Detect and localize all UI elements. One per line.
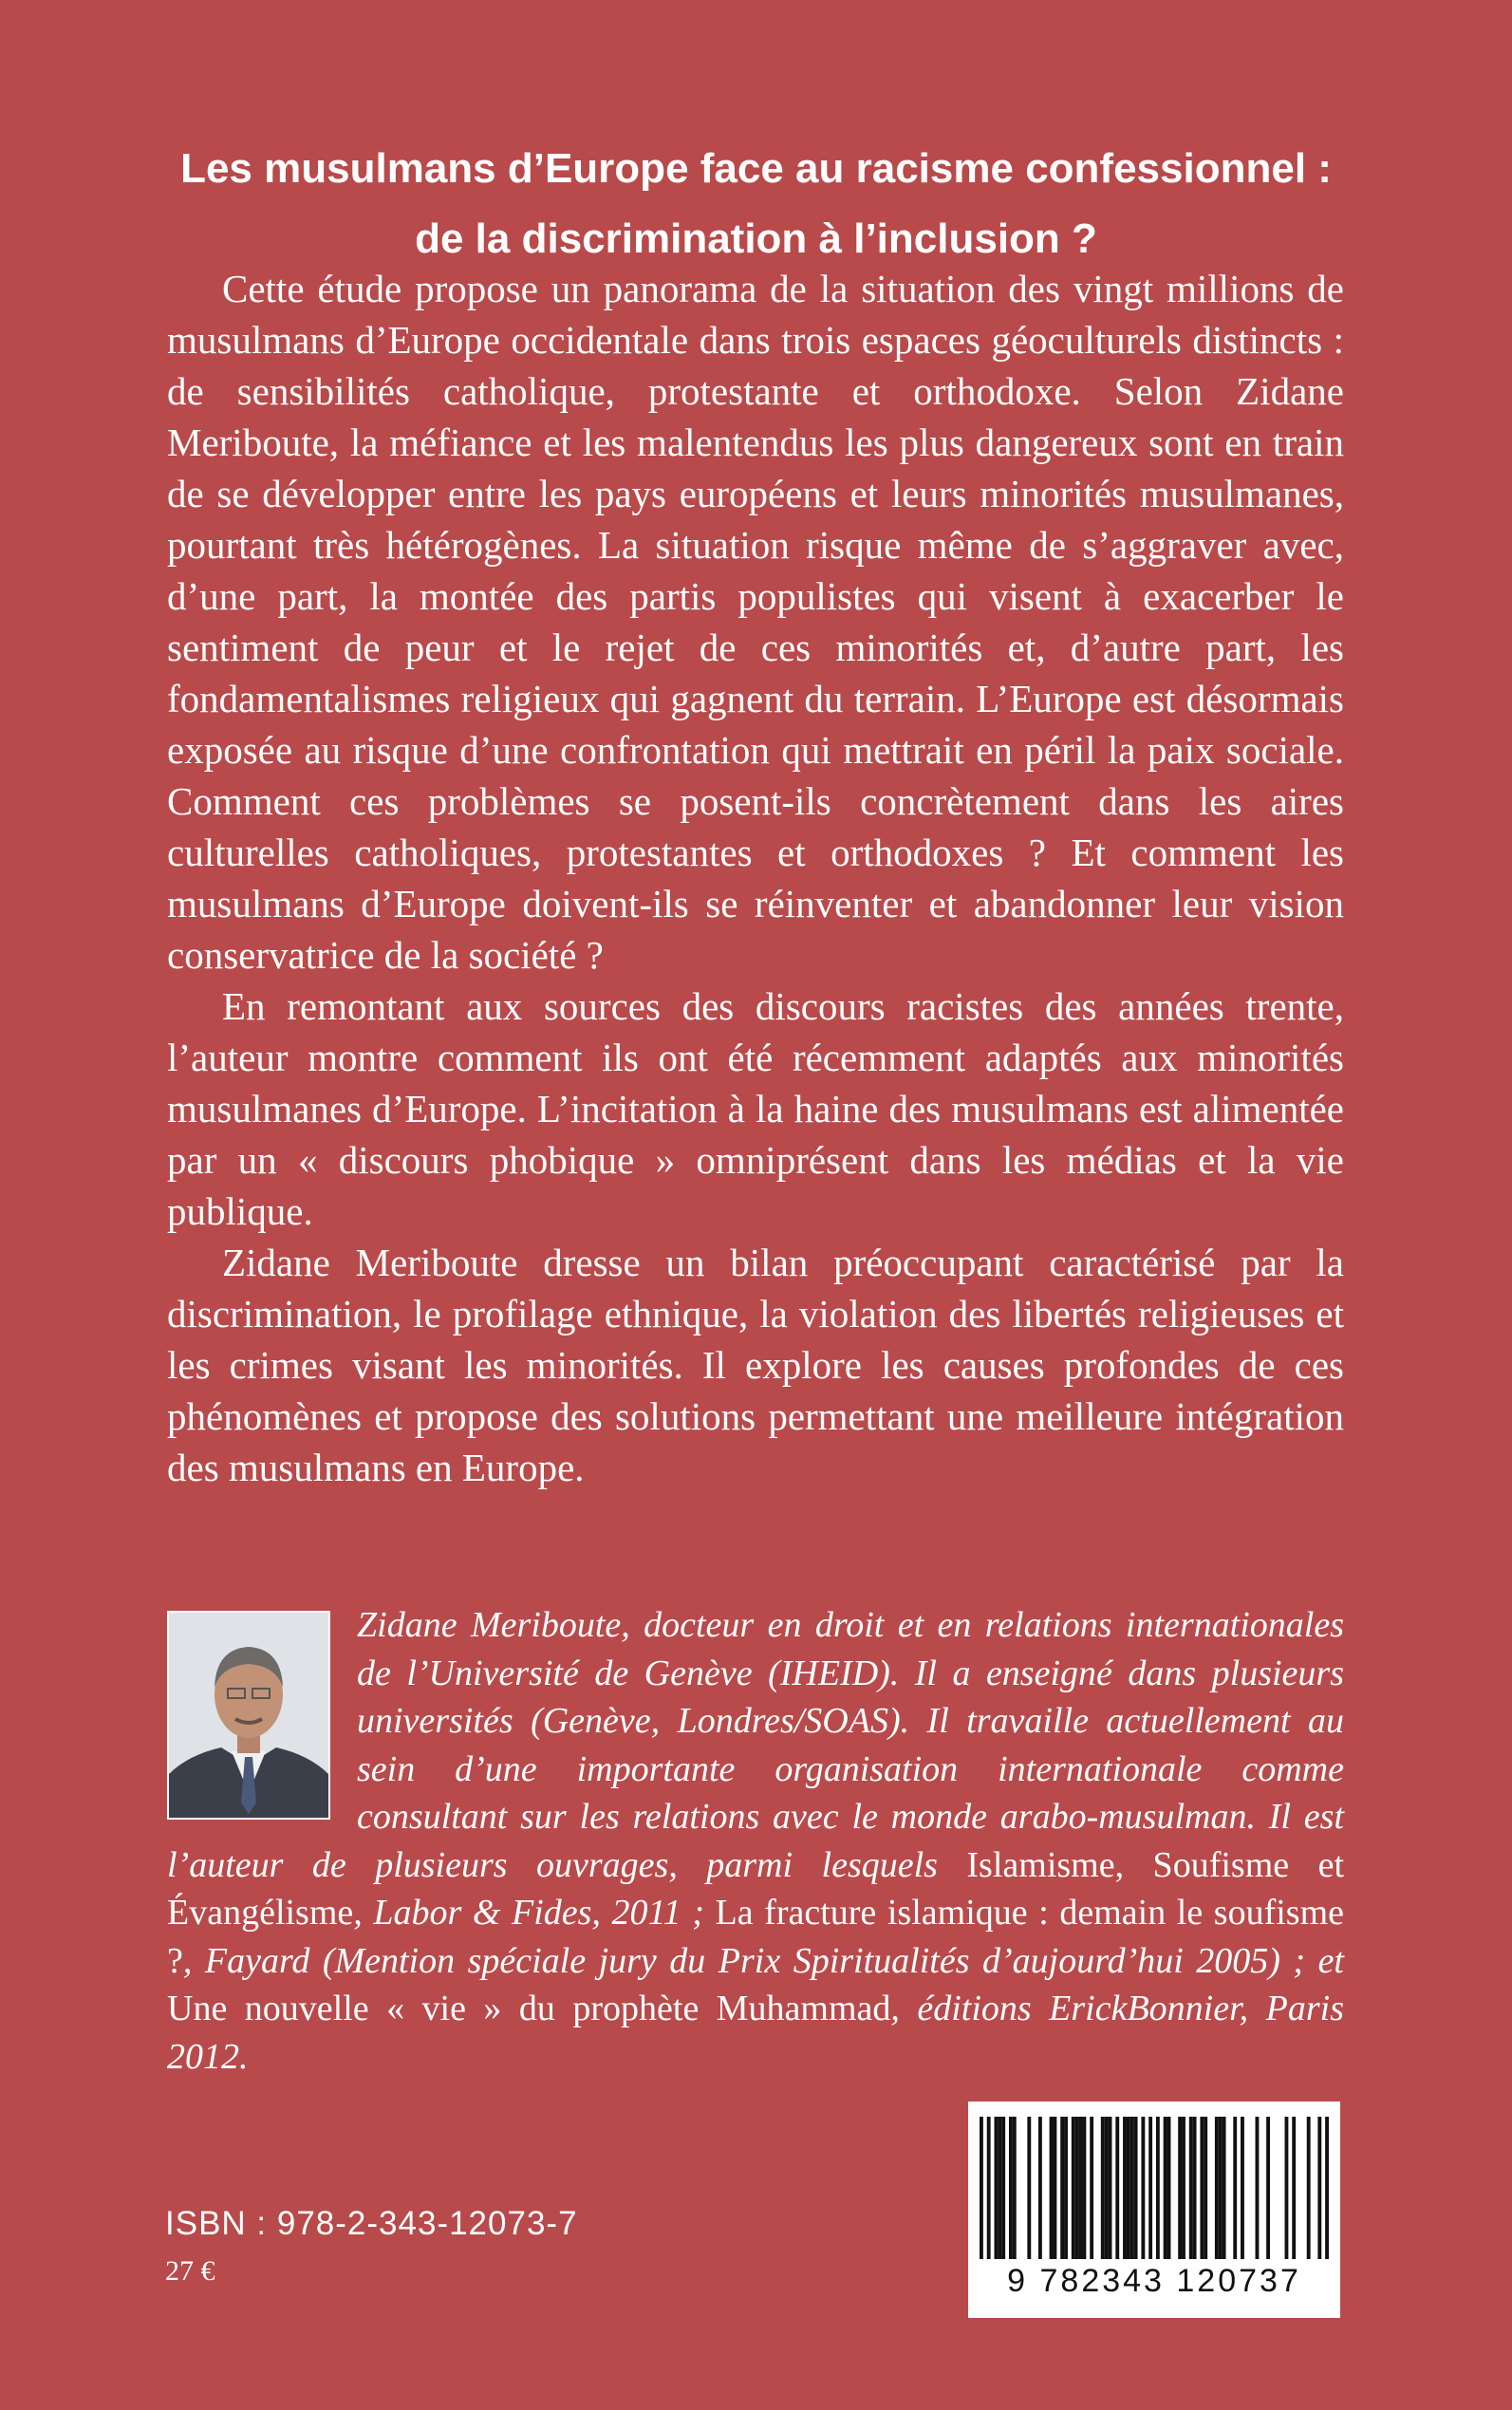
barcode-bar <box>1317 2117 1321 2259</box>
isbn-label: ISBN : 978-2-343-12073-7 <box>165 2205 578 2242</box>
barcode-bar <box>1009 2117 1013 2259</box>
barcode-bar <box>1233 2117 1237 2259</box>
barcode-bar <box>1223 2117 1226 2259</box>
barcode-bar <box>1053 2117 1056 2259</box>
barcode-bar <box>1072 2117 1075 2259</box>
blurb <box>167 263 1344 1493</box>
book-title <box>95 134 1417 274</box>
barcode-bar <box>1013 2117 1017 2259</box>
bio-publisher-3: , éditions ErickBonnier, Paris 2012. <box>167 1989 1344 2077</box>
barcode-bar <box>1156 2117 1160 2259</box>
bio-book-2: La fracture islamique : demain le soufisme ? <box>167 1893 1344 1981</box>
barcode-bar <box>987 2117 991 2259</box>
barcode-bar <box>1325 2117 1329 2259</box>
barcode-bar <box>1134 2117 1138 2259</box>
barcode-bar <box>980 2117 983 2259</box>
bio-publisher-2: , Fayard (Mention spéciale jury du Prix Spiritualités d’aujourd’hui 2005) ; et <box>182 1940 1344 1981</box>
barcode-bar <box>1164 2117 1167 2259</box>
barcode-bar <box>1204 2117 1207 2259</box>
barcode-bar <box>1141 2117 1145 2259</box>
barcode-bar <box>1050 2117 1054 2259</box>
barcode-bar <box>1182 2117 1185 2259</box>
barcode-bar <box>1064 2117 1068 2259</box>
barcode-bar <box>1307 2117 1311 2259</box>
barcode-bar <box>1109 2117 1112 2259</box>
author-bio-section <box>167 1601 1344 2081</box>
barcode-bar <box>1292 2117 1296 2259</box>
blurb-paragraph-1: Cette étude propose un panorama de la situation des vingt millions de musulmans d’Europe occidentale dans trois espaces géoculturels distincts : de sensibilités catholique, protestante et orthodoxe. Selon Zidane Meriboute, la méfiance et les malentendus les plus dangereux sont en train de se développer entre les pays européens et leurs minorités musulmanes, pourtant très hétérogènes. La situation risque même de s’aggraver avec, d’une part, la montée des partis populistes qui visent à exacerber le sentiment de peur et le rejet de ces minorités et, d’autre part, les fondamentalismes religieux qui gagnent du terrain. L’Europe est désormais exposée au risque d’une confrontation qui mettrait en péril la paix sociale. Comment ces problèmes se posent-ils concrètement dans les aires culturelles catholiques, protestantes et orthodoxes ? Et comment les musulmans d’Europe doivent-ils se réinventer et abandonner leur vision conservatrice de la société ? <box>167 267 1344 977</box>
barcode-bar <box>1219 2117 1223 2259</box>
barcode-bar <box>1148 2117 1152 2259</box>
barcode-bar <box>1001 2117 1005 2259</box>
author-photo <box>167 1611 330 1820</box>
barcode-bar <box>1079 2117 1083 2259</box>
barcode-bar <box>1256 2117 1260 2259</box>
barcode-bar <box>994 2117 998 2259</box>
barcode-bar <box>1105 2117 1109 2259</box>
barcode-bars <box>980 2117 1329 2259</box>
bio-intro: Zidane Meriboute, docteur en droit et en relations internationales de l’Université de Genève (IHEID). Il a enseigné dans plusieurs universités (Genève, Londres/SOAS). Il travaille actuellement au sein d’une importante organisation internationale comme consultant sur les relations avec le monde arabo-musulman. Il est l’auteur de plusieurs ouvrages, parmi lesquels <box>167 1605 1344 1885</box>
barcode-bar <box>1215 2117 1219 2259</box>
barcode-bar <box>1115 2117 1119 2259</box>
barcode-bar <box>1060 2117 1064 2259</box>
barcode-bar <box>1200 2117 1204 2259</box>
barcode-bar <box>1241 2117 1244 2259</box>
barcode-bar <box>1075 2117 1079 2259</box>
barcode-bar <box>1090 2117 1093 2259</box>
barcode-digits: 9 782343 120737 <box>1007 2263 1301 2299</box>
bio-publisher-1: , Labor & Fides, 2011 ; <box>353 1893 716 1933</box>
author-portrait-icon <box>169 1613 328 1818</box>
price-label: 27 € <box>165 2255 215 2287</box>
barcode-bar <box>1167 2117 1171 2259</box>
barcode-bar <box>998 2117 1001 2259</box>
barcode-bar <box>1130 2117 1134 2259</box>
barcode-bar <box>1178 2117 1182 2259</box>
barcode-bar <box>1285 2117 1289 2259</box>
barcode-bar <box>1266 2117 1270 2259</box>
title-line-1: Les musulmans d’Europe face au racisme confessionnel : <box>180 145 1332 193</box>
barcode-bar <box>1038 2117 1042 2259</box>
bio-book-1: Islamisme, Soufisme et Évangélisme <box>167 1844 1344 1933</box>
title-line-2: de la discrimination à l’inclusion ? <box>415 215 1097 263</box>
bio-book-3: Une nouvelle « vie » du prophète Muhammad <box>167 1989 891 2028</box>
author-bio <box>167 1601 1344 2081</box>
barcode-bar <box>1101 2117 1105 2259</box>
barcode-bar <box>1027 2117 1031 2259</box>
barcode-bar <box>1123 2117 1127 2259</box>
blurb-paragraph-3: Zidane Meriboute dresse un bilan préoccupant caractérisé par la discrimination, le profilage ethnique, la violation des libertés religieuses et les crimes visant les minorités. Il explore les causes profondes de ces phénomènes et propose des solutions permettant une meilleure intégration des musulmans en Europe. <box>167 1241 1344 1489</box>
barcode-bar <box>1082 2117 1086 2259</box>
barcode-bar <box>1193 2117 1197 2259</box>
barcode-bar <box>1189 2117 1193 2259</box>
blurb-paragraph-2: En remontant aux sources des discours racistes des années trente, l’auteur montre comment ils ont été récemment adaptés aux minorités musulmanes d’Europe. L’incitation à la haine des musulmans est alimentée par un « discours phobique » omniprésent dans les médias et la vie publique. <box>167 984 1344 1233</box>
barcode-bar <box>1127 2117 1130 2259</box>
barcode <box>968 2102 1340 2318</box>
